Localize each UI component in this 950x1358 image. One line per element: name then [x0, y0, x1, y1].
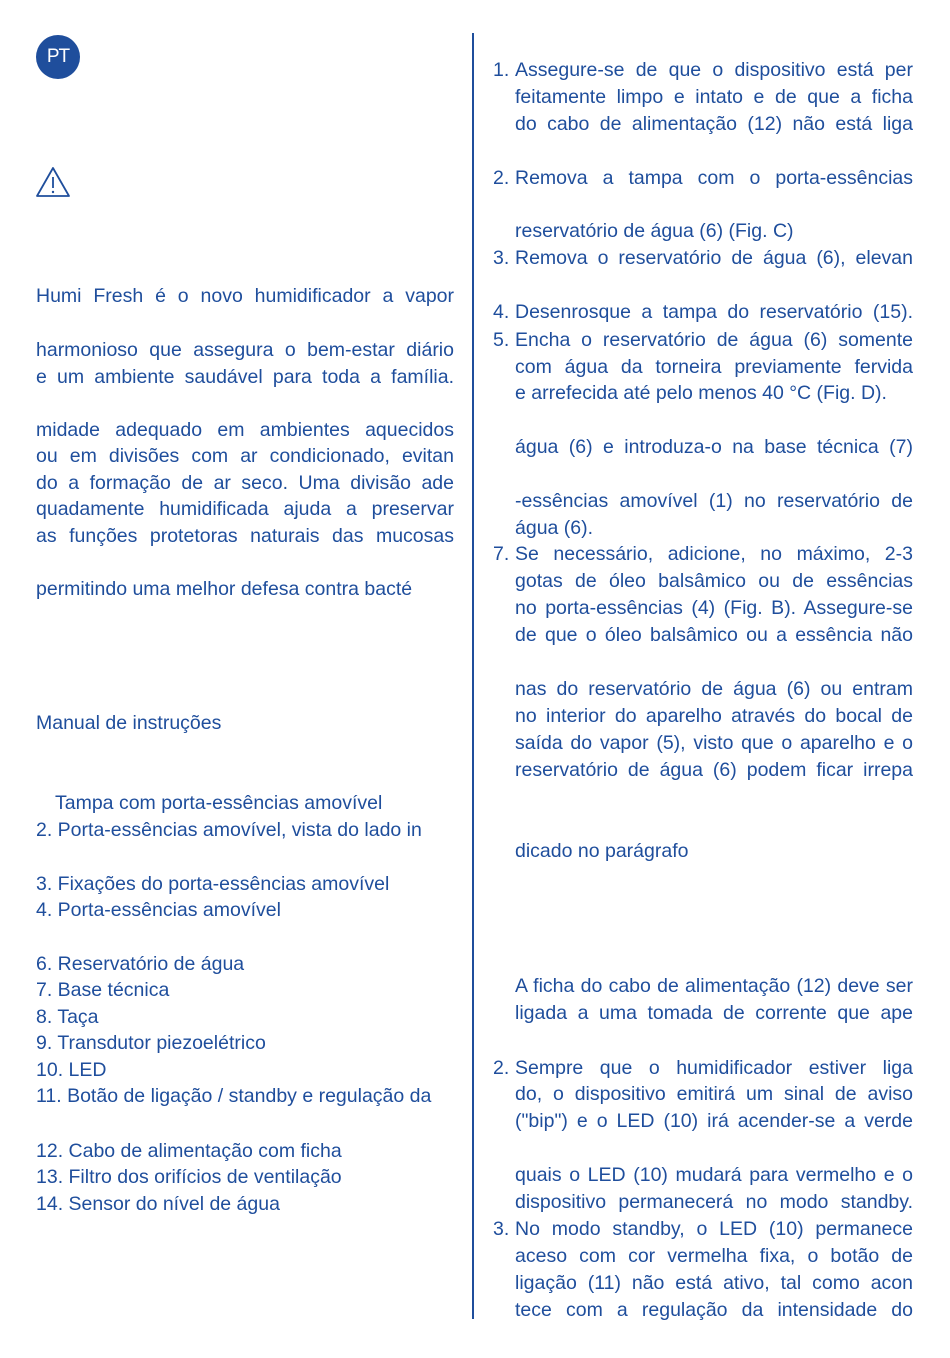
instruction-line: do, o dispositivo emitirá um sinal de aviso [515, 1083, 913, 1105]
parts-list-item: 14. Sensor do nível de água [36, 1193, 280, 1215]
step-number: 3. [493, 247, 510, 269]
instruction-line: gotas de óleo balsâmico ou de essências [515, 570, 913, 592]
intro-line: do a formação de ar seco. Uma divisão ade [36, 472, 454, 494]
intro-line: midade adequado em ambientes aquecidos [36, 419, 454, 441]
intro-line: permitindo uma melhor defesa contra bacté [36, 578, 413, 600]
parts-list-item: 4. Porta-essências amovível [36, 899, 281, 921]
instruction-line: no interior do aparelho através do bocal de [515, 705, 913, 727]
parts-list-item: 8. Taça [36, 1006, 99, 1028]
intro-line: Humi Fresh é o novo humidificador a vapor [36, 285, 454, 307]
instruction-line: No modo standby, o LED (10) permanece [515, 1218, 913, 1240]
instruction-line: A ficha do cabo de alimentação (12) deve ser [515, 975, 913, 997]
step-number: 3. [493, 1218, 510, 1240]
instruction-line: ("bip") e o LED (10) irá acender-se a verde [515, 1110, 913, 1132]
step-number: 7. [493, 543, 510, 565]
parts-list-item: 2. Porta-essências amovível, vista do lado in [36, 819, 422, 841]
instruction-line: Encha o reservatório de água (6) somente [515, 329, 913, 351]
step-number: 2. [493, 167, 510, 189]
column-divider [472, 33, 474, 1319]
language-badge: PT [36, 35, 80, 79]
intro-line: e um ambiente saudável para toda a família. [36, 366, 454, 388]
parts-list-item: 7. Base técnica [36, 979, 170, 1001]
warning-triangle-icon [35, 166, 71, 198]
instruction-line: Se necessário, adicione, no máximo, 2-3 [515, 543, 913, 565]
instruction-line: Desenrosque a tampa do reservatório (15). [515, 301, 913, 323]
instruction-line: água (6). [515, 517, 594, 539]
instruction-line: reservatório de água (6) podem ficar irrepa [515, 759, 913, 781]
parts-list-item: 11. Botão de ligação / standby e regulação da [36, 1085, 432, 1107]
parts-list-item: 13. Filtro dos orifícios de ventilação [36, 1166, 342, 1188]
parts-list-item: 3. Fixações do porta-essências amovível [36, 873, 390, 895]
intro-line: ou em divisões com ar condicionado, evitan [36, 445, 454, 467]
instruction-line: água (6) e introduza-o na base técnica (7) [515, 436, 913, 458]
instruction-line: Assegure-se de que o dispositivo está per [515, 59, 913, 81]
instruction-line: reservatório de água (6) (Fig. C) [515, 220, 794, 242]
intro-line: harmonioso que assegura o bem-estar diário [36, 339, 454, 361]
instruction-line: feitamente limpo e intato e de que a ficha [515, 86, 913, 108]
instruction-line: aceso com cor vermelha fixa, o botão de [515, 1245, 913, 1267]
parts-list-item: 12. Cabo de alimentação com ficha [36, 1140, 342, 1162]
instruction-line: dispositivo permanecerá no modo standby. [515, 1191, 913, 1213]
instruction-line: nas do reservatório de água (6) ou entram [515, 678, 913, 700]
instruction-line: dicado no parágrafo [515, 840, 689, 862]
instruction-line: do cabo de alimentação (12) não está liga [515, 113, 913, 135]
instruction-line: saída do vapor (5), visto que o aparelho e o [515, 732, 913, 754]
parts-list-item: Tampa com porta-essências amovível [55, 792, 383, 814]
instruction-line: de que o óleo balsâmico ou a essência não [515, 624, 913, 646]
instruction-line: ligação (11) não está ativo, tal como acon [515, 1272, 913, 1294]
parts-list-item: 9. Transdutor piezoelétrico [36, 1032, 266, 1054]
instruction-line: -essências amovível (1) no reservatório de [515, 490, 913, 512]
parts-list-item: 6. Reservatório de água [36, 953, 245, 975]
instruction-line: ligada a uma tomada de corrente que ape [515, 1002, 913, 1024]
instruction-line: tece com a regulação da intensidade do [515, 1299, 913, 1321]
intro-line: as funções protetoras naturais das mucosas [36, 525, 454, 547]
instruction-line: quais o LED (10) mudará para vermelho e o [515, 1164, 913, 1186]
instruction-line: com água da torneira previamente fervida [515, 356, 913, 378]
instruction-line: Remova a tampa com o porta-essências [515, 167, 913, 189]
intro-line: quadamente humidificada ajuda a preservar [36, 498, 454, 520]
step-number: 5. [493, 329, 510, 351]
instruction-line: Remova o reservatório de água (6), elevan [515, 247, 913, 269]
manual-heading: Manual de instruções [36, 712, 222, 734]
instruction-line: no porta-essências (4) (Fig. B). Assegure-se [515, 597, 913, 619]
step-number: 1. [493, 59, 510, 81]
instruction-line: e arrefecida até pelo menos 40 °C (Fig. D). [515, 382, 887, 404]
step-number: 4. [493, 301, 510, 323]
step-number: 2. [493, 1057, 510, 1079]
instruction-line: Sempre que o humidificador estiver liga [515, 1057, 913, 1079]
parts-list-item: 10. LED [36, 1059, 107, 1081]
